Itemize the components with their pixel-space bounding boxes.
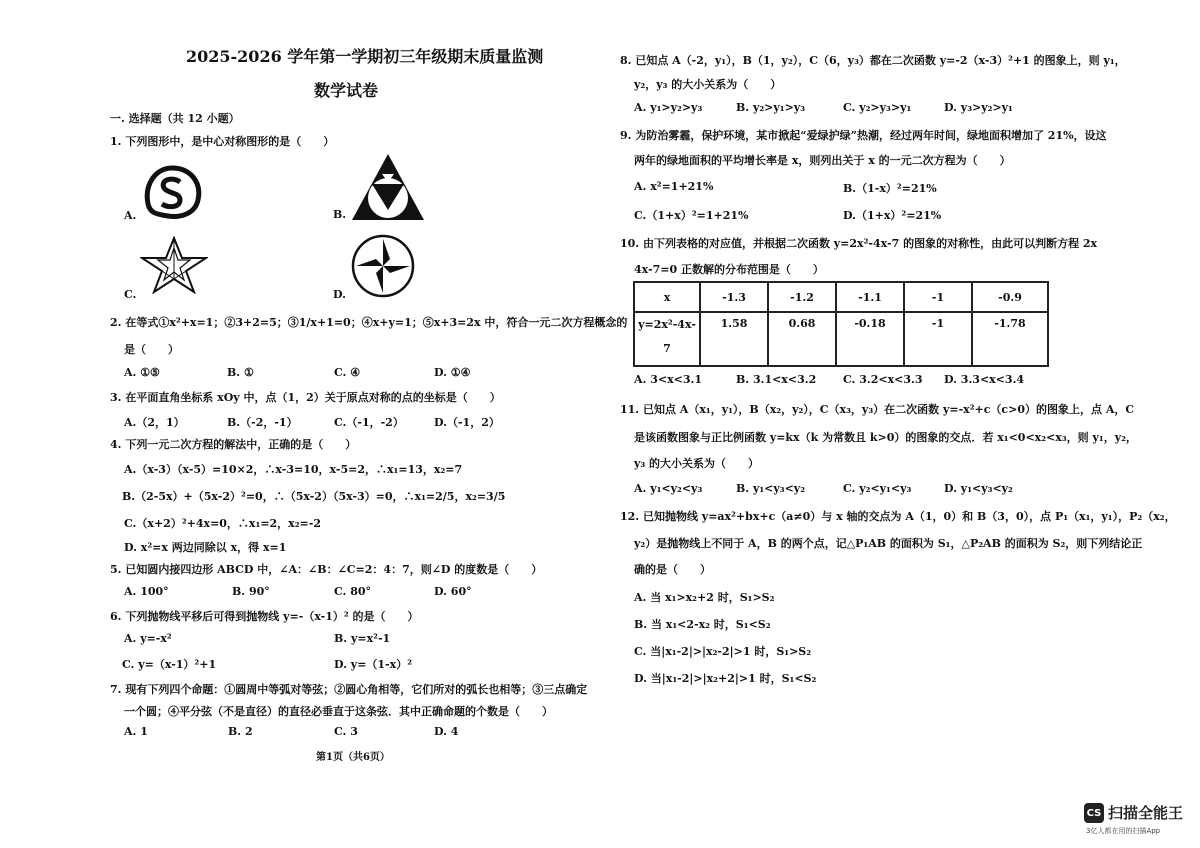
- q7-option-c: C. 3: [334, 725, 358, 738]
- q4-option-c: C.（x+2）²+4x=0，∴x₁=2，x₂=-2: [124, 517, 321, 530]
- q11-option-c: C. y₂<y₁<y₃: [843, 482, 912, 495]
- q1-option-a: A.: [124, 209, 137, 222]
- q7-stem: 7. 现有下列四个命题：①圆周中等弧对等弦；②圆心角相等，它们所对的弧长也相等；③三点确定: [110, 683, 588, 696]
- q2-option-a: A. ①⑤: [124, 366, 160, 379]
- q8-option-d: D. y₃>y₂>y₁: [944, 101, 1013, 114]
- table-cell: -1: [904, 282, 972, 312]
- q10-option-a: A. 3<x<3.1: [634, 373, 702, 386]
- q1-option-c: C.: [124, 288, 137, 301]
- q12-stem: 12. 已知抛物线 y=ax²+bx+c（a≠0）与 x 轴的交点为 A（1，0）和 B（3，0），点 P₁（x₁，y₁），P₂（x₂，: [620, 510, 1176, 523]
- q3-option-d: D.（-1，2）: [434, 416, 500, 429]
- scanner-app-name: 扫描全能王: [1108, 804, 1184, 822]
- star-figure: [140, 236, 208, 294]
- q10-option-b: B. 3.1<x<3.2: [736, 373, 817, 386]
- q11-option-a: A. y₁<y₂<y₃: [634, 482, 703, 495]
- q4-option-d: D. x²=x 两边同除以 x，得 x=1: [124, 541, 287, 554]
- q5-option-a: A. 100°: [124, 585, 169, 598]
- q9-stem-cont: 两年的绿地面积的平均增长率是 x，则列出关于 x 的一元二次方程为（ ）: [634, 154, 1011, 167]
- q9-option-c: C.（1+x）²=1+21%: [634, 209, 749, 222]
- q10-stem: 10. 由下列表格的对应值，并根据二次函数 y=2x²-4x-7 的图象的对称性，由此可以判断方程 2x: [620, 237, 1098, 250]
- q8-option-b: B. y₂>y₁>y₃: [736, 101, 806, 114]
- q10-stem-cont: 4x-7=0 正数解的分布范围是（ ）: [634, 263, 824, 276]
- row-label-line2: 7: [663, 342, 671, 355]
- q6-option-c: C. y=（x-1）²+1: [122, 658, 217, 671]
- q11-option-b: B. y₁<y₃<y₂: [736, 482, 806, 495]
- q4-stem: 4. 下列一元二次方程的解法中，正确的是（ ）: [110, 438, 357, 451]
- q8-option-c: C. y₂>y₃>y₁: [843, 101, 912, 114]
- q3-option-b: B.（-2，-1）: [227, 416, 298, 429]
- q6-option-a: A. y=-x²: [124, 632, 172, 645]
- circle-pinwheel-figure: [350, 233, 416, 299]
- q11-stem: 11. 已知点 A（x₁，y₁），B（x₂，y₂），C（x₃，y₃）在二次函数 y=-x²+c（c>0）的图象上，点 A，C: [620, 403, 1135, 416]
- q5-option-d: D. 60°: [434, 585, 472, 598]
- q1-option-d: D.: [333, 288, 346, 301]
- row-label-line1: y=2x²-4x-: [638, 318, 696, 331]
- q6-stem: 6. 下列抛物线平移后可得到抛物线 y=-（x-1）² 的是（ ）: [110, 610, 419, 623]
- page-footer: 第1页（共6页）: [316, 752, 390, 763]
- s-shape-figure: [140, 164, 204, 220]
- q2-option-d: D. ①④: [434, 366, 471, 379]
- q5-option-c: C. 80°: [334, 585, 372, 598]
- exam-subtitle: 数学试卷: [314, 81, 379, 100]
- table-cell: 0.68: [768, 312, 836, 366]
- q7-option-d: D. 4: [434, 725, 459, 738]
- table-row: [634, 312, 1048, 366]
- q5-option-b: B. 90°: [232, 585, 270, 598]
- q5-stem: 5. 已知圆内接四边形 ABCD 中，∠A：∠B：∠C=2：4：7，则∠D 的度数是（ ）: [110, 563, 543, 576]
- scanner-logo-icon: CS: [1084, 803, 1104, 823]
- q8-stem: 8. 已知点 A（-2，y₁），B（1，y₂），C（6，y₃）都在二次函数 y=-2（x-3）²+1 的图象上，则 y₁，: [620, 54, 1126, 67]
- table-cell: -0.18: [836, 312, 904, 366]
- q10-option-d: D. 3.3<x<3.4: [944, 373, 1025, 386]
- q9-option-b: B.（1-x）²=21%: [843, 182, 937, 195]
- scanner-tagline: 3亿人都在用的扫描App: [1086, 827, 1161, 835]
- q10-option-c: C. 3.2<x<3.3: [843, 373, 923, 386]
- q7-option-a: A. 1: [124, 725, 148, 738]
- table-row: [634, 282, 1048, 312]
- q3-stem: 3. 在平面直角坐标系 xOy 中，点（1，2）关于原点对称的点的坐标是（ ）: [110, 391, 501, 404]
- table-cell: -1.1: [836, 282, 904, 312]
- q12-option-a: A. 当 x₁>x₂+2 时，S₁>S₂: [634, 591, 775, 604]
- table-cell: -1.78: [972, 312, 1048, 366]
- q6-option-d: D. y=（1-x）²: [334, 658, 413, 671]
- q2-stem-cont: 是（ ）: [124, 343, 179, 356]
- q2-option-c: C. ④: [334, 366, 361, 379]
- q7-option-b: B. 2: [228, 725, 253, 738]
- table-cell: 1.58: [700, 312, 768, 366]
- q12-option-c: C. 当|x₁-2|>|x₂-2|>1 时，S₁>S₂: [634, 645, 812, 658]
- q2-stem: 2. 在等式①x²+x=1；②3+2=5；③1/x+1=0；④x+y=1；⑤x+3=2x 中，符合一元二次方程概念的: [110, 316, 628, 329]
- table-cell: -1.2: [768, 282, 836, 312]
- exam-title: 2025-2026 学年第一学期初三年级期末质量监测: [186, 47, 544, 66]
- q4-option-b: B.（2-5x）+（5x-2）²=0，∴（5x-2）（5x-3）=0，∴x₁=2/5，x₂=3/5: [122, 490, 506, 503]
- table-cell: -1: [904, 312, 972, 366]
- q8-stem-cont: y₂，y₃ 的大小关系为（ ）: [634, 78, 782, 91]
- q9-option-d: D.（1+x）²=21%: [843, 209, 942, 222]
- q8-option-a: A. y₁>y₂>y₃: [634, 101, 703, 114]
- q11-stem-cont2: y₃ 的大小关系为（ ）: [634, 457, 760, 470]
- q1-stem: 1. 下列图形中，是中心对称图形的是（ ）: [110, 135, 335, 148]
- table-row-label: [634, 312, 700, 366]
- q3-option-a: A.（2，1）: [124, 416, 185, 429]
- q11-stem-cont: 是该函数图象与正比例函数 y=kx（k 为常数且 k>0）的图象的交点．若 x₁<0<x₂<x₃，则 y₁，y₂，: [634, 431, 1137, 444]
- q12-option-b: B. 当 x₁<2-x₂ 时，S₁<S₂: [634, 618, 771, 631]
- value-table: [633, 281, 1049, 367]
- q6-option-b: B. y=x²-1: [334, 632, 391, 645]
- q7-stem-cont: 一个圆；④平分弦（不是直径）的直径必垂直于这条弦．其中正确命题的个数是（ ）: [124, 705, 553, 718]
- q2-option-b: B. ①: [227, 366, 254, 379]
- q3-option-c: C.（-1，-2）: [334, 416, 404, 429]
- q1-option-b: B.: [333, 208, 347, 221]
- q12-stem-cont2: 确的是（ ）: [634, 563, 711, 576]
- q9-stem: 9. 为防治雾霾，保护环境，某市掀起“爱绿护绿”热潮，经过两年时间，绿地面积增加了 21%，设这: [620, 129, 1107, 142]
- table-cell: x: [634, 282, 700, 312]
- q9-option-a: A. x²=1+21%: [634, 180, 714, 193]
- q12-stem-cont: y₂）是抛物线上不同于 A，B 的两个点，记△P₁AB 的面积为 S₁，△P₂AB 的面积为 S₂，则下列结论正: [634, 537, 1143, 550]
- q12-option-d: D. 当|x₁-2|>|x₂+2|>1 时，S₁<S₂: [634, 672, 817, 685]
- table-cell: -1.3: [700, 282, 768, 312]
- section-heading: 一. 选择题（共 12 小题）: [110, 112, 240, 125]
- table-cell: -0.9: [972, 282, 1048, 312]
- triangle-figure: [350, 152, 426, 222]
- q4-option-a: A.（x-3）（x-5）=10×2，∴x-3=10，x-5=2，∴x₁=13，x₂=7: [124, 463, 463, 476]
- q11-option-d: D. y₁<y₃<y₂: [944, 482, 1013, 495]
